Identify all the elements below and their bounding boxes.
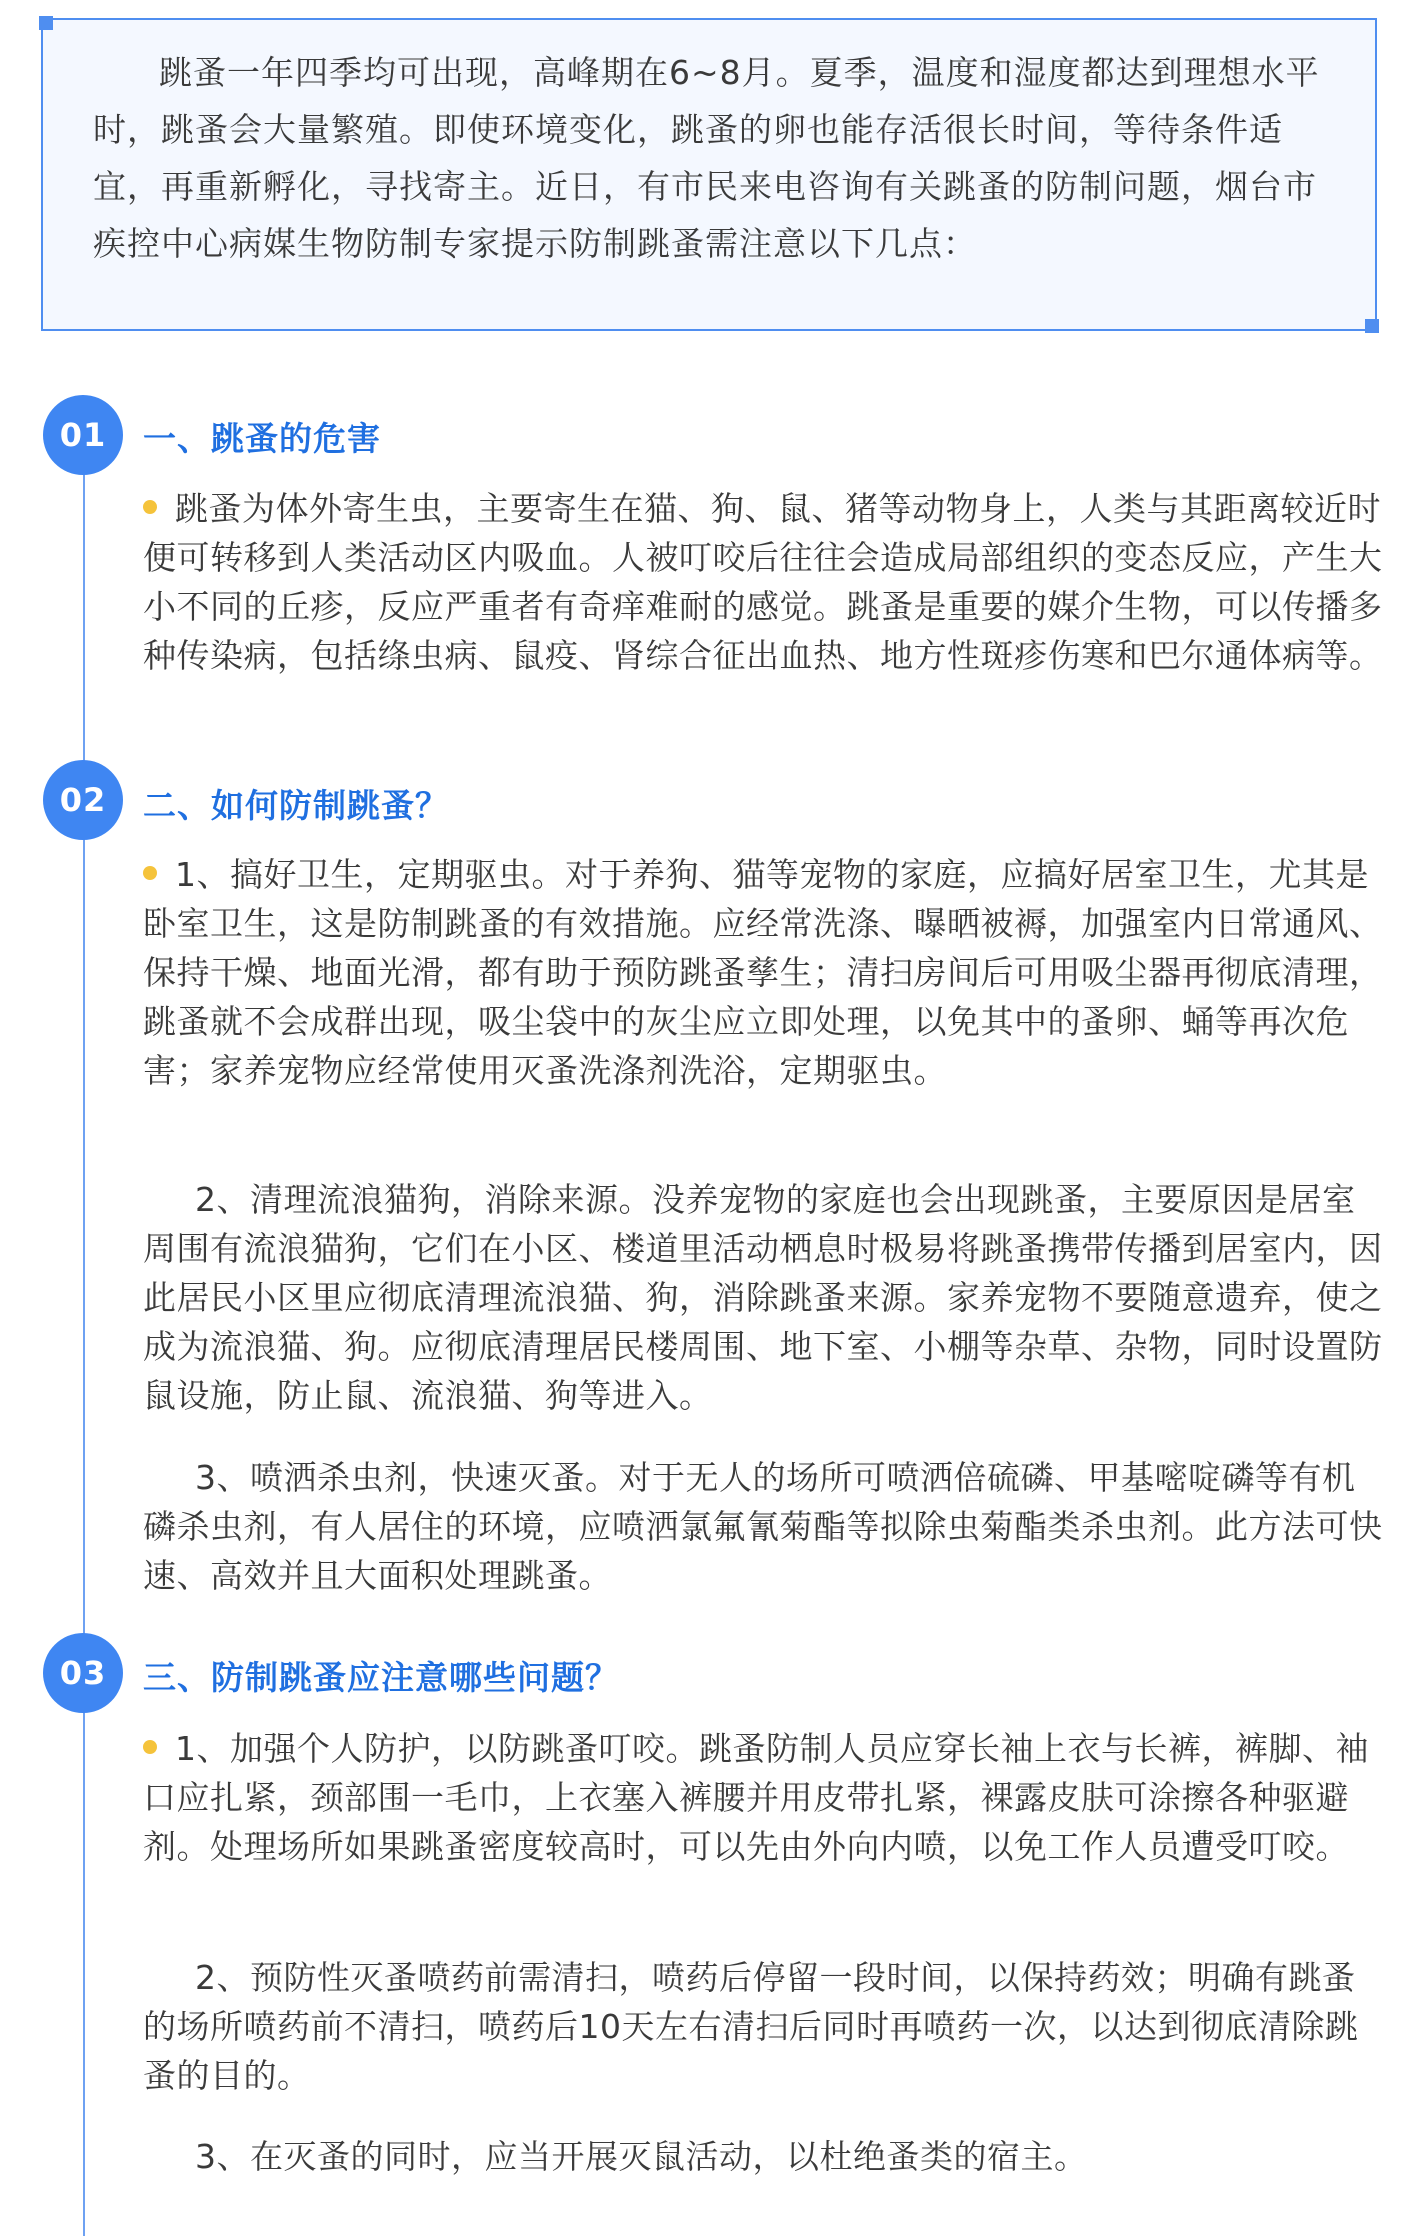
intro-box [41,18,1377,331]
section-paragraph: 跳蚤为体外寄生虫，主要寄生在猫、狗、鼠、猪等动物身上，人类与其距离较近时便可转移到人类活动区内吸血。人被叮咬后往往会造成局部组织的变态反应，产生大小不同的丘疹，反应严重者有奇痒难耐的感觉。跳蚤是重要的媒介生物，可以传播多种传染病，包括绦虫病、鼠疫、肾综合征出血热、地方性斑疹伤寒和巴尔通体病等。 [143,489,1383,675]
section-number-badge: 03 [43,1633,123,1713]
section-paragraph: 2、预防性灭蚤喷药前需清扫，喷药后停留一段时间，以保持药效；明确有跳蚤的场所喷药前不清扫，喷药后10天左右清扫后同时再喷药一次，以达到彻底清除跳蚤的目的。 [143,1958,1359,2095]
section-title: 二、如何防制跳蚤？ [143,786,449,825]
section-paragraph: 1、搞好卫生，定期驱虫。对于养狗、猫等宠物的家庭，应搞好居室卫生，尤其是卧室卫生，这是防制跳蚤的有效措施。应经常洗涤、曝晒被褥，加强室内日常通风、保持干燥、地面光滑，都有助于预防跳蚤孳生；清扫房间后可用吸尘器再彻底清理，跳蚤就不会成群出现，吸尘袋中的灰尘应立即处理，以免其中的蚤卵、蛹等再次危害；家养宠物应经常使用灭蚤洗涤剂洗浴，定期驱虫。 [143,855,1383,1090]
section-paragraph: 3、在灭蚤的同时，应当开展灭鼠活动，以杜绝蚤类的宿主。 [195,2137,1088,2176]
section-number-badge: 02 [43,760,123,840]
intro-paragraph: 跳蚤一年四季均可出现，高峰期在6~8月。夏季，温度和湿度都达到理想水平时，跳蚤会大量繁殖。即使环境变化，跳蚤的卵也能存活很长时间，等待条件适宜，再重新孵化，寻找寄主。近日，有市民来电咨询有关跳蚤的防制问题，烟台市疾控中心病媒生物防制专家提示防制跳蚤需注意以下几点： [93,53,1320,263]
section-title: 三、防制跳蚤应注意哪些问题？ [143,1658,619,1697]
timeline-line [83,420,85,2236]
section-title: 一、跳蚤的危害 [143,419,381,458]
section-paragraph: 3、喷洒杀虫剂，快速灭蚤。对于无人的场所可喷洒倍硫磷、甲基嘧啶磷等有机磷杀虫剂，有人居住的环境，应喷洒氯氟氰菊酯等拟除虫菊酯类杀虫剂。此方法可快速、高效并且大面积处理跳蚤。 [143,1458,1383,1595]
bullet-dot-icon [143,866,157,880]
section-number-badge: 01 [43,395,123,475]
section-paragraph: 1、加强个人防护，以防跳蚤叮咬。跳蚤防制人员应穿长袖上衣与长裤，裤脚、袖口应扎紧，颈部围一毛巾，上衣塞入裤腰并用皮带扎紧，裸露皮肤可涂擦各种驱避剂。处理场所如果跳蚤密度较高时，可以先由外向内喷，以免工作人员遭受叮咬。 [143,1729,1369,1866]
section-paragraph: 2、清理流浪猫狗，消除来源。没养宠物的家庭也会出现跳蚤，主要原因是居室周围有流浪猫狗，它们在小区、楼道里活动栖息时极易将跳蚤携带传播到居室内，因此居民小区里应彻底清理流浪猫、狗，消除跳蚤来源。家养宠物不要随意遗弃，使之成为流浪猫、狗。应彻底清理居民楼周围、地下室、小棚等杂草、杂物，同时设置防鼠设施，防止鼠、流浪猫、狗等进入。 [143,1180,1383,1415]
bullet-dot-icon [143,1740,157,1754]
bullet-dot-icon [143,500,157,514]
